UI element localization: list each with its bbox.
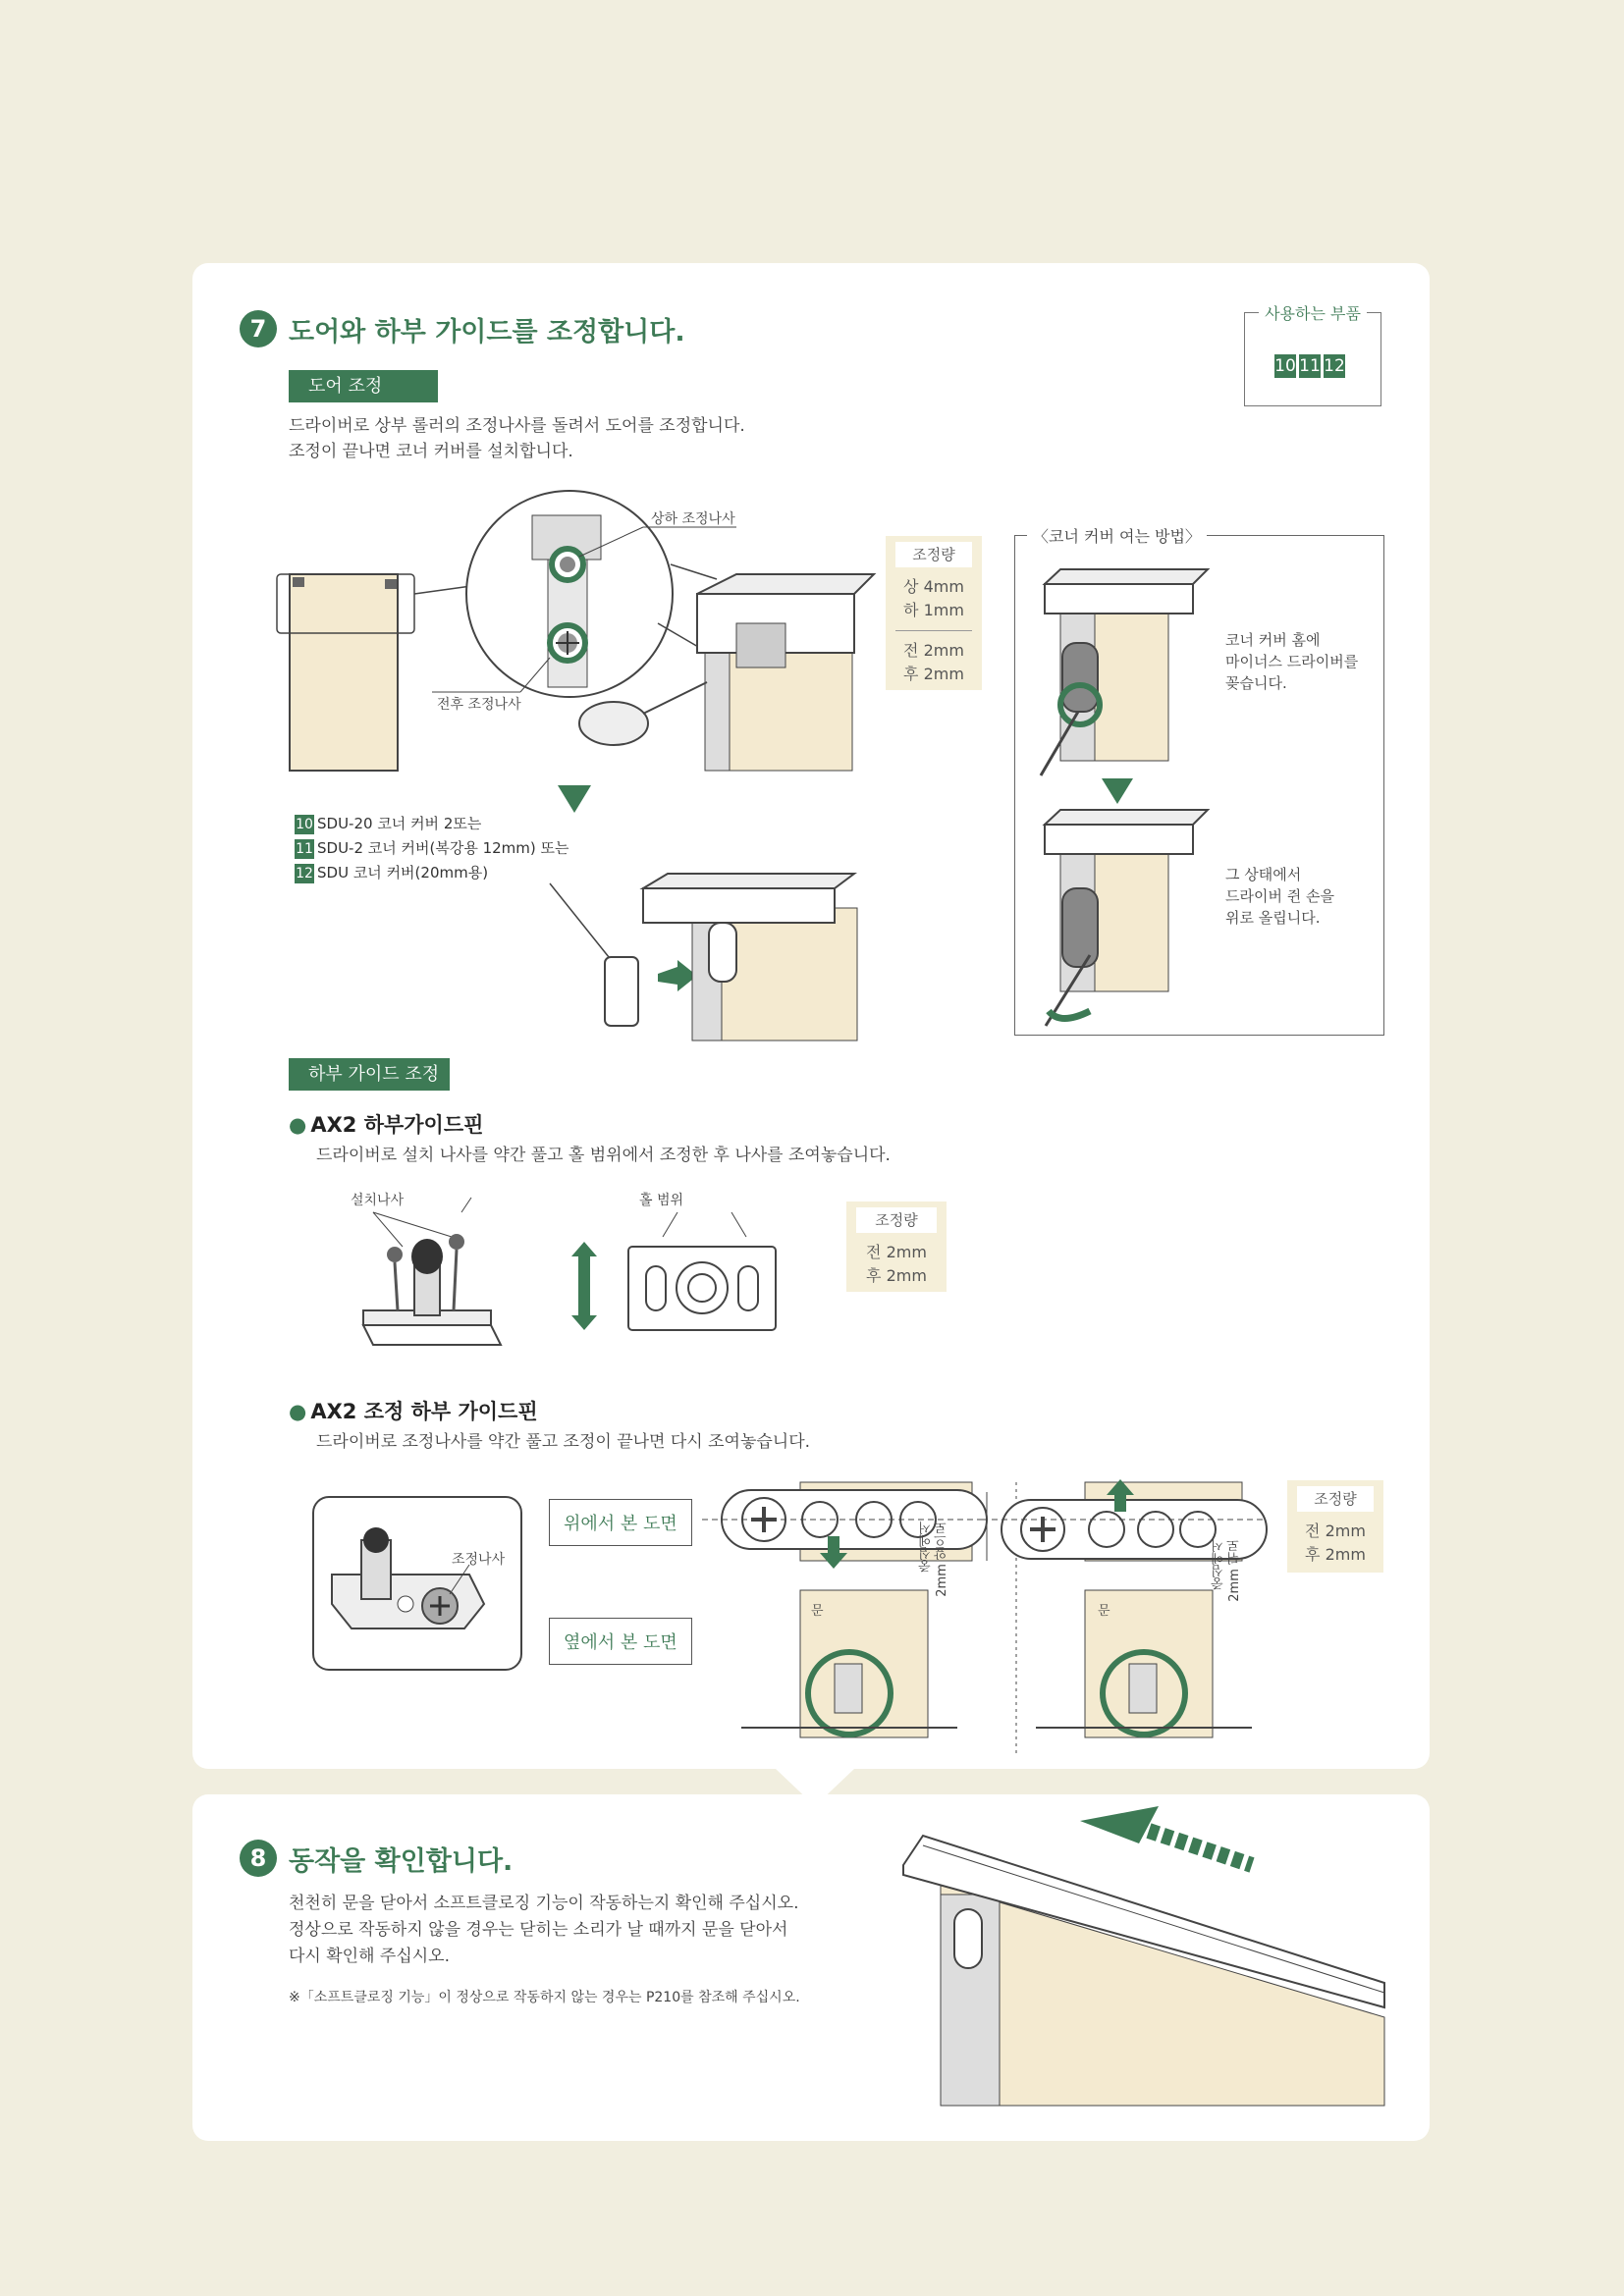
step8-note: ※「소프트클로징 기능」이 정상으로 작동하지 않는 경우는 P210를 참조해 주십시오.: [289, 1990, 800, 2005]
part-badge-12: 12: [1324, 356, 1345, 376]
part-badge-11: 11: [1299, 356, 1321, 376]
corner-open-text2-line1: 그 상태에서: [1225, 866, 1302, 883]
parts-used-title: 사용하는 부품: [1259, 304, 1367, 323]
step7-title: 도어와 하부 가이드를 조정합니다.: [289, 317, 685, 347]
ax2-pin-title: ● AX2 하부가이드핀: [289, 1113, 484, 1137]
corner-open-text2-line3: 위로 올립니다.: [1225, 909, 1321, 927]
dim-right-line1: 중심에서: [1212, 1539, 1226, 1590]
door-adjust-line1: 드라이버로 상부 롤러의 조정나사를 돌려서 도어를 조정합니다.: [289, 416, 745, 436]
ax2-adjust-pin-adjust-back: 후 2mm: [1305, 1545, 1366, 1564]
ax2-adjust-pin-adjust-front: 전 2mm: [1305, 1522, 1366, 1540]
step8-line1: 천천히 문을 닫아서 소프트클로징 기능이 작동하는지 확인해 주십시오.: [289, 1894, 799, 1913]
ax2-adjust-pin-text: 드라이버로 조정나사를 약간 풀고 조정이 끝나면 다시 조여놓습니다.: [316, 1432, 811, 1452]
label-vertical-screw: 상하 조정나사: [651, 511, 735, 527]
door-label-left: 문: [811, 1604, 824, 1619]
step8-line3: 다시 확인해 주십시오.: [289, 1947, 451, 1966]
corner-open-text1-line3: 꽂습니다.: [1225, 674, 1287, 692]
ax2-pin-illustration: [353, 1207, 785, 1355]
adjust-back: 후 2mm: [903, 665, 964, 683]
adjust-up: 상 4mm: [903, 577, 964, 596]
corner-cover-open-illustration: [1021, 564, 1218, 1026]
ax2-pin-adjust-front: 전 2mm: [866, 1243, 927, 1261]
part-list-item-11: 11 SDU-2 코너 커버(복강용 12mm) 또는: [296, 839, 569, 857]
step8-line2: 정상으로 작동하지 않을 경우는 닫히는 소리가 날 때까지 문을 닫아서: [289, 1920, 788, 1940]
dim-right-line2: 2mm 뒤로: [1227, 1539, 1242, 1602]
corner-cover-install-illustration: [550, 864, 874, 1041]
corner-cover-parts-list: [295, 812, 569, 885]
ax2-adjust-pin-adjust-box: [1287, 1480, 1383, 1573]
door-adjust-heading: 도어 조정: [289, 370, 438, 402]
step7-number: 7: [240, 310, 277, 347]
ax2-pin-text: 드라이버로 설치 나사를 약간 풀고 홀 범위에서 조정한 후 나사를 조여놓습니다.: [316, 1146, 891, 1165]
door-adjust-amount-title: 조정량: [895, 542, 972, 567]
adjust-down: 하 1mm: [903, 601, 964, 619]
corner-open-text1-line2: 마이너스 드라이버를: [1225, 653, 1359, 670]
door-roller-illustration: [275, 496, 884, 780]
corner-open-text1-line1: 코너 커버 홈에: [1225, 631, 1321, 649]
callout-top-view: 위에서 본 도면: [549, 1499, 692, 1546]
corner-open-text2-line2: 드라이버 쥔 손을: [1225, 887, 1334, 905]
part-list-item-12: 12 SDU 코너 커버(20mm용): [296, 864, 489, 881]
ax2-adjust-pin-illustration: [312, 1496, 522, 1671]
ax2-adjust-pin-title: ● AX2 조정 하부 가이드핀: [289, 1400, 538, 1423]
door-adjust-amount-box: [886, 536, 982, 690]
parts-used-box: [1244, 304, 1381, 406]
step8-number: 8: [240, 1840, 277, 1877]
soft-closing-illustration: [893, 1826, 1384, 2110]
dim-left-line2: 2mm 앞으로: [935, 1522, 949, 1597]
ax2-views-illustration: [702, 1463, 1291, 1747]
part-badge-10: 10: [1274, 356, 1296, 376]
adjust-front: 전 2mm: [903, 641, 964, 660]
callout-side-view: 옆에서 본 도면: [549, 1618, 692, 1665]
part-list-item-10: 10 SDU-20 코너 커버 2또는: [296, 815, 482, 832]
ax2-adjust-pin-adjust-title: 조정량: [1297, 1486, 1374, 1512]
card-connector-notch: [776, 1767, 854, 1824]
door-label-right: 문: [1098, 1604, 1110, 1619]
label-hole-range: 홀 범위: [639, 1193, 684, 1208]
down-arrow-icon: [558, 785, 591, 813]
door-adjust-line2: 조정이 끝나면 코너 커버를 설치합니다.: [289, 442, 573, 461]
corner-cover-open-title: 〈코너 커버 여는 방법〉: [1027, 524, 1207, 547]
dim-left-line1: 중심에서: [919, 1522, 934, 1573]
ax2-pin-adjust-box: [846, 1201, 947, 1292]
label-adjust-screw: 조정나사: [452, 1552, 506, 1568]
ax2-pin-adjust-title: 조정량: [856, 1207, 937, 1233]
step8-title: 동작을 확인합니다.: [289, 1846, 514, 1877]
ax2-pin-adjust-back: 후 2mm: [866, 1266, 927, 1285]
label-front-back-screw: 전후 조정나사: [437, 697, 521, 713]
label-install-screw: 설치나사: [351, 1193, 405, 1208]
lower-guide-heading: 하부 가이드 조정: [289, 1058, 450, 1091]
